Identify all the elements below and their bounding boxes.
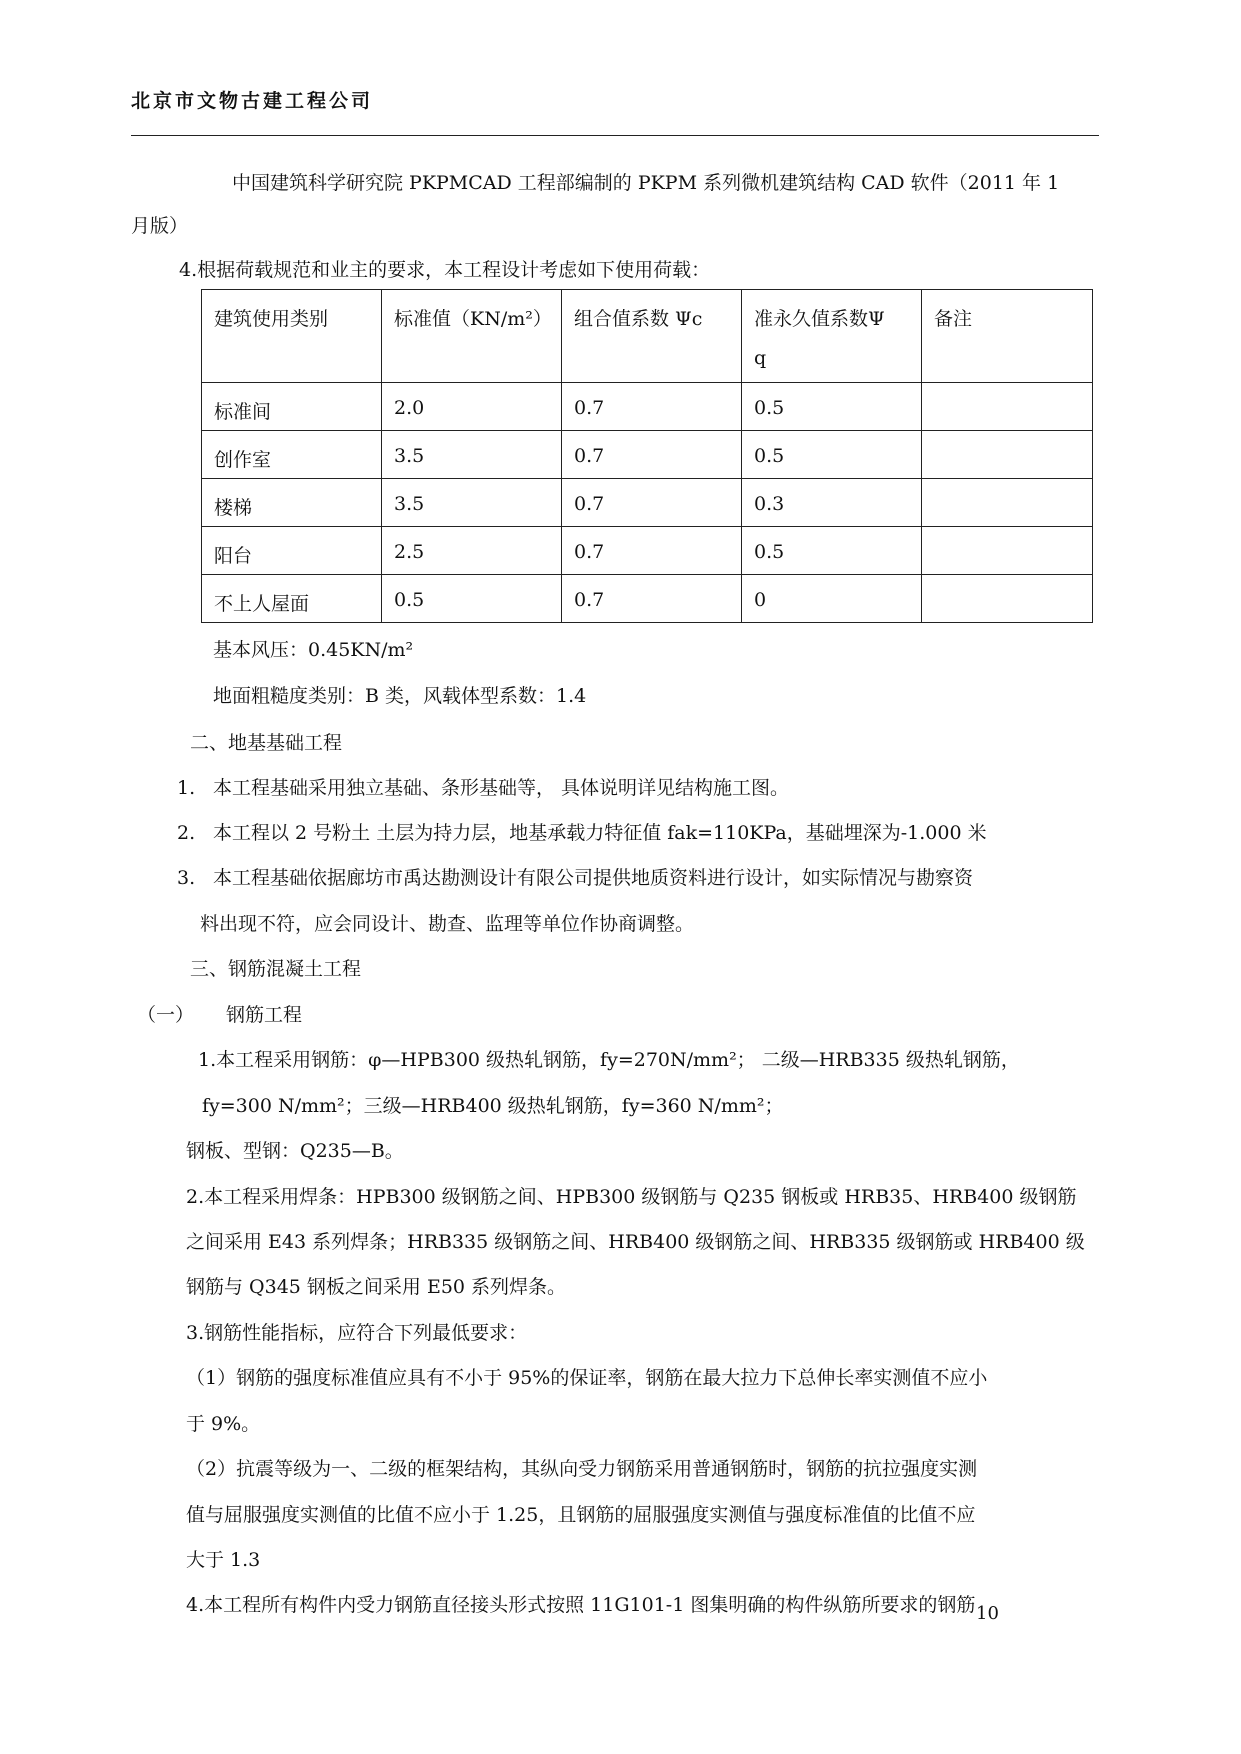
table-cell: 阳台: [202, 527, 382, 575]
table-cell: 2.0: [382, 383, 562, 431]
table-cell: 0.7: [562, 527, 742, 575]
foundation-item-3-line2: 料出现不符，应会同设计、勘查、监理等单位作协商调整。: [200, 913, 695, 935]
table-cell: 楼梯: [202, 479, 382, 527]
table-cell: 0.7: [562, 431, 742, 479]
paragraph-item4: 4.根据荷载规范和业主的要求，本工程设计考虑如下使用荷载：: [179, 259, 711, 281]
rebar-item-2-line2: 之间采用 E43 系列焊条；HRB335 级钢筋之间、HRB400 级钢筋之间、HRB335 级钢筋或 HRB400 级: [186, 1231, 1085, 1253]
list-number: 2.: [177, 822, 196, 844]
table-cell: 2.5: [382, 527, 562, 575]
table-cell: [922, 479, 1093, 527]
table-cell: 0.7: [562, 479, 742, 527]
list-number: 1.: [177, 777, 196, 799]
table-header-cell: 建筑使用类别: [202, 290, 382, 383]
table-row: [202, 383, 1093, 431]
table-header-cell: [742, 290, 922, 383]
rebar-item-4: 4.本工程所有构件内受力钢筋直径接头形式按照 11G101-1 图集明确的构件纵筋所要求的钢筋: [186, 1594, 976, 1616]
subsection-number: （一）: [137, 1004, 195, 1026]
table-header-cell: 组合值系数 Ψc: [562, 290, 742, 383]
table-cell: 0.7: [562, 575, 742, 623]
table-row: [202, 431, 1093, 479]
rebar-item-3b-line2: 值与屈服强度实测值的比值不应小于 1.25，且钢筋的屈服强度实测值与强度标准值的比值不应: [186, 1504, 976, 1526]
rebar-item-3b-line3: 大于 1.3: [186, 1549, 261, 1571]
table-cell: 3.5: [382, 479, 562, 527]
table-header-cell: 标准值（KN/m²）: [382, 290, 562, 383]
table-row: [202, 575, 1093, 623]
subsection-heading-rebar: 钢筋工程: [226, 1004, 303, 1026]
table-cell: 标准间: [202, 383, 382, 431]
paragraph-software-line2: 月版）: [131, 215, 189, 237]
rebar-item-1-line3: 钢板、型钢：Q235—B。: [186, 1140, 404, 1162]
rebar-item-1-line2: fy=300 N/mm²；三级—HRB400 级热轧钢筋，fy=360 N/mm²；: [202, 1095, 784, 1117]
company-header: 北京市文物古建工程公司: [131, 90, 374, 112]
foundation-item-1: 本工程基础采用独立基础、条形基础等， 具体说明详见结构施工图。: [213, 777, 790, 799]
table-cell: 创作室: [202, 431, 382, 479]
table-row: [202, 479, 1093, 527]
table-cell: [922, 431, 1093, 479]
header-rule: [131, 135, 1099, 136]
load-table: [201, 289, 1093, 623]
table-cell: [922, 575, 1093, 623]
rebar-item-3: 3.钢筋性能指标，应符合下列最低要求：: [186, 1322, 528, 1344]
section-heading-concrete: 三、钢筋混凝土工程: [190, 958, 362, 980]
rebar-item-1-line1: 1.本工程采用钢筋：φ—HPB300 级热轧钢筋，fy=270N/mm²； 二级—HRB335 级热轧钢筋，: [198, 1049, 1020, 1071]
table-cell: 3.5: [382, 431, 562, 479]
rebar-item-2-line1: 2.本工程采用焊条：HPB300 级钢筋之间、HPB300 级钢筋与 Q235 钢板或 HRB35、HRB400 级钢筋: [186, 1186, 1077, 1208]
foundation-item-2: 本工程以 2 号粉土 土层为持力层，地基承载力特征值 fak=110KPa，基础埋深为-1.000 米: [213, 822, 987, 844]
table-header-cell: 备注: [922, 290, 1093, 383]
table-cell: 0.3: [742, 479, 922, 527]
table-header-row: [202, 290, 1093, 383]
table-cell: 0.5: [382, 575, 562, 623]
page-number: 10: [976, 1603, 999, 1624]
table-cell: 不上人屋面: [202, 575, 382, 623]
table-header-subscript: q: [754, 347, 767, 369]
ground-roughness: 地面粗糙度类别：B 类，风载体型系数：1.4: [213, 685, 587, 707]
table-header-text: 准永久值系数Ψ: [754, 308, 885, 330]
rebar-item-2-line3: 钢筋与 Q345 钢板之间采用 E50 系列焊条。: [186, 1276, 567, 1298]
table-cell: [922, 527, 1093, 575]
table-cell: 0.5: [742, 383, 922, 431]
table-cell: 0.7: [562, 383, 742, 431]
wind-pressure: 基本风压：0.45KN/m²: [213, 639, 414, 661]
table-cell: 0.5: [742, 527, 922, 575]
foundation-item-3-line1: 本工程基础依据廊坊市禹达勘测设计有限公司提供地质资料进行设计，如实际情况与勘察资: [213, 867, 974, 889]
rebar-item-3a-line1: （1）钢筋的强度标准值应具有不小于 95%的保证率，钢筋在最大拉力下总伸长率实测值不应小: [186, 1367, 988, 1389]
rebar-item-3b-line1: （2）抗震等级为一、二级的框架结构，其纵向受力钢筋采用普通钢筋时，钢筋的抗拉强度实测: [186, 1458, 978, 1480]
list-number: 3.: [177, 867, 196, 889]
table-cell: [922, 383, 1093, 431]
paragraph-software-line1: 中国建筑科学研究院 PKPMCAD 工程部编制的 PKPM 系列微机建筑结构 CAD 软件（2011 年 1: [232, 172, 1060, 194]
rebar-item-3a-line2: 于 9%。: [186, 1413, 261, 1435]
section-heading-foundation: 二、地基基础工程: [190, 732, 343, 754]
table-cell: 0: [742, 575, 922, 623]
table-cell: 0.5: [742, 431, 922, 479]
table-row: [202, 527, 1093, 575]
